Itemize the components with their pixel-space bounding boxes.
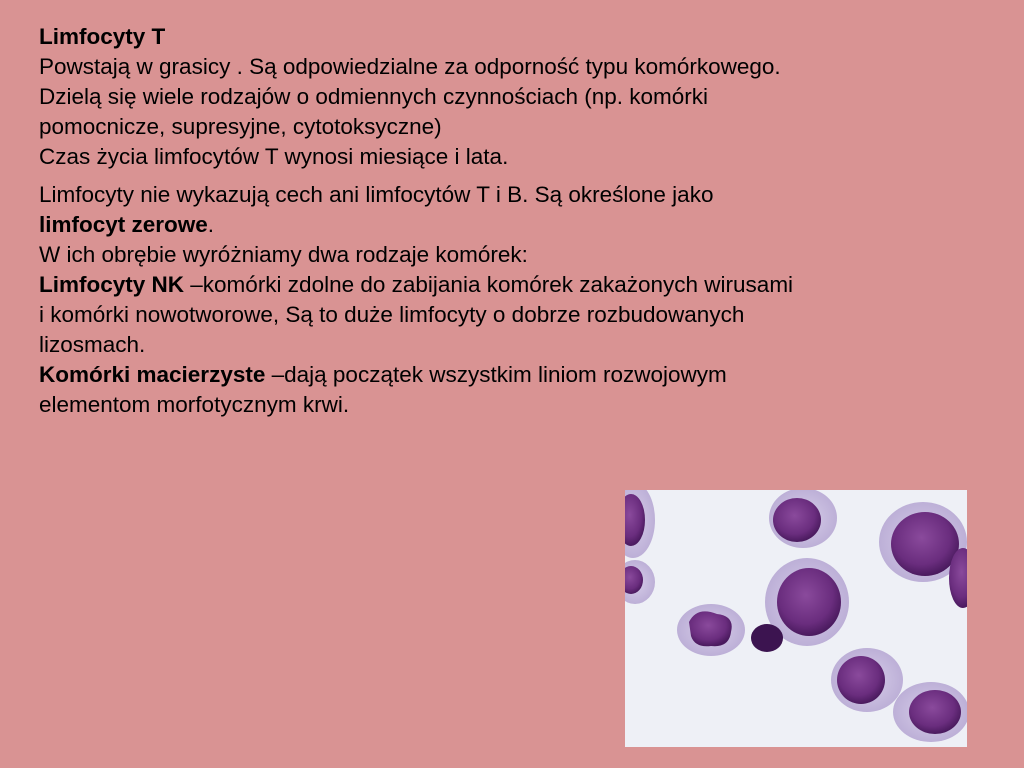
text-line: i komórki nowotworowe, Są to duże limfocyty o dobrze rozbudowanych [39, 302, 745, 327]
text-line: Dzielą się wiele rodzajów o odmiennych czynnościach (np. komórki [39, 84, 709, 109]
slide-text [39, 22, 999, 420]
lymphocyte-micrograph [625, 490, 967, 747]
nk-label: Limfocyty NK [39, 272, 185, 297]
text-line-nk: Limfocyty NK –komórki zdolne do zabijania komórek zakażonych wirusami [39, 272, 794, 297]
text-line: pomocnicze, supresyjne, cytotoksyczne) [39, 114, 442, 139]
text-line: W ich obrębie wyróżniamy dwa rodzaje komórek: [39, 242, 528, 267]
stem-cells-label: Komórki macierzyste [39, 362, 266, 387]
text-line: Powstają w grasicy . Są odpowiedzialne za odporność typu komórkowego. [39, 54, 781, 79]
text-line: lizosmach. [39, 332, 146, 357]
text-line-zero-lymphocytes: limfocyt zerowe. [39, 212, 215, 237]
text-line: Limfocyty nie wykazują cech ani limfocytów T i B. Są określone jako [39, 182, 714, 207]
text-line: Czas życia limfocytów T wynosi miesiące i lata. [39, 144, 509, 169]
heading-limfocyty-t: Limfocyty T [39, 24, 166, 49]
text-line: elementom morfotycznym krwi. [39, 392, 350, 417]
text-line-stem-cells: Komórki macierzyste –dają początek wszystkim liniom rozwojowym [39, 362, 727, 387]
paragraph-gap [39, 172, 999, 180]
